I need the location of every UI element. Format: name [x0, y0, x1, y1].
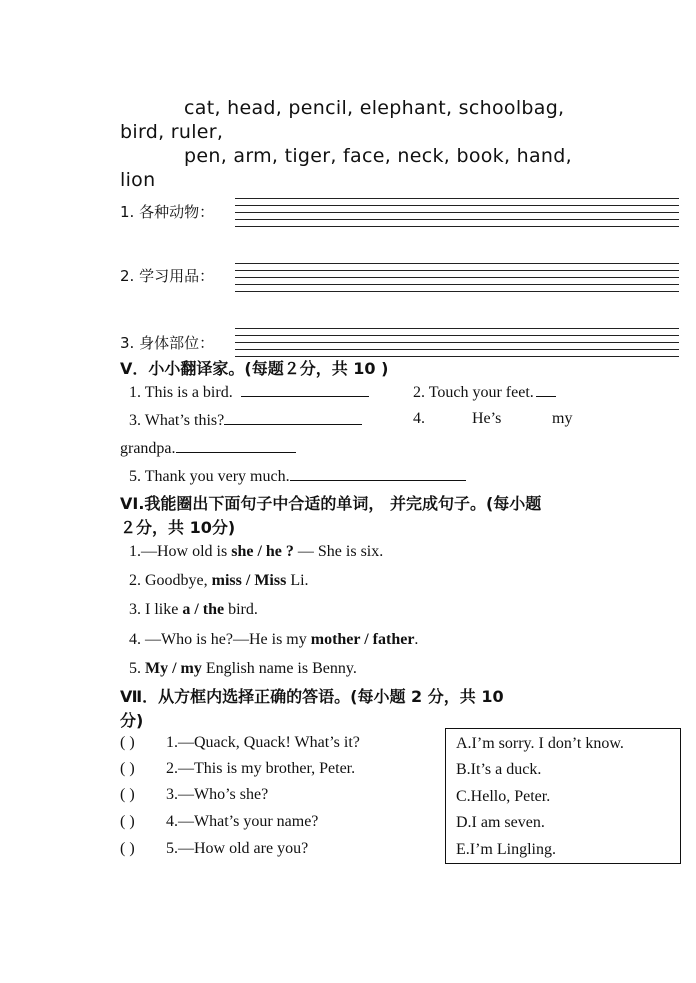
choose-word-item-2: 2. Goodbye, miss / Miss Li. [129, 572, 309, 589]
category-school-things-answer-lines [235, 263, 679, 293]
word-choice[interactable]: miss / Miss [211, 572, 287, 589]
translation-item-4-number: 4. [413, 410, 425, 427]
answer-paren-4[interactable]: ( ) [120, 813, 135, 830]
section-7-title-line-1: Ⅶ．从方框内选择正确的答语。(每小题 2 分，共 10 [120, 687, 504, 706]
answer-option-d: D.I am seven. [456, 814, 545, 831]
match-question-5: 5.—How old are you? [166, 840, 309, 857]
word-choice[interactable]: a / the [182, 601, 225, 618]
answer-option-e: E.I’m Lingling. [456, 841, 556, 858]
choose-word-item-3: 3. I like a / the bird. [129, 601, 258, 618]
category-animals-label: 1. 各种动物： [120, 203, 215, 221]
word-bank-line-3: pen, arm, tiger, face, neck, book, hand, [184, 145, 572, 167]
answer-paren-1[interactable]: ( ) [120, 734, 135, 751]
word-choice[interactable]: mother / father [310, 631, 415, 648]
answer-blank[interactable] [241, 382, 369, 397]
category-body-parts-label: 3. 身体部位： [120, 334, 215, 352]
choose-word-item-5: 5. My / my English name is Benny. [129, 660, 357, 677]
match-question-2: 2.—This is my brother, Peter. [166, 760, 356, 777]
category-school-things-label: 2. 学习用品： [120, 267, 215, 285]
translation-item-4-continued: grandpa. [120, 438, 296, 458]
answer-blank[interactable] [176, 438, 296, 453]
word-bank-line-1: cat, head, pencil, elephant, schoolbag, [184, 97, 565, 119]
category-body-parts-answer-lines [235, 328, 679, 358]
translation-item-4-word-2: my [552, 410, 573, 427]
translation-item-5: 5. Thank you very much. [129, 466, 466, 486]
match-question-4: 4.—What’s your name? [166, 813, 319, 830]
answer-paren-5[interactable]: ( ) [120, 840, 135, 857]
answer-paren-2[interactable]: ( ) [120, 760, 135, 777]
translation-item-4-word-1: He’s [472, 410, 502, 427]
choose-word-item-4: 4. —Who is he?—He is my mother / father. [129, 631, 419, 648]
answer-options-box [445, 728, 681, 864]
word-bank-line-2: bird, ruler, [120, 121, 224, 143]
translation-item-3: 3. What’s this? [129, 410, 362, 430]
answer-option-b: B.It’s a duck. [456, 761, 542, 778]
category-animals-answer-lines [235, 198, 679, 228]
translation-item-1: 1. This is a bird. [129, 382, 369, 402]
match-question-3: 3.—Who’s she? [166, 786, 269, 803]
section-5-title: V．小小翻译家。(每题２分，共 10 ) [120, 359, 389, 378]
answer-blank[interactable] [536, 382, 556, 397]
answer-blank[interactable] [290, 466, 466, 481]
choose-word-item-1: 1.—How old is she / he ? — She is six. [129, 543, 384, 560]
answer-option-c: C.Hello, Peter. [456, 788, 551, 805]
match-question-1: 1.—Quack, Quack! What’s it? [166, 734, 360, 751]
answer-paren-3[interactable]: ( ) [120, 786, 135, 803]
word-choice[interactable]: she / he ? [231, 543, 294, 560]
section-6-title-line-2: ２分，共 10分) [120, 518, 236, 537]
word-choice[interactable]: My / my [145, 660, 202, 677]
section-6-title-line-1: VI.我能圈出下面句子中合适的单词， 并完成句子。(每小题 [120, 494, 542, 513]
section-7-title-line-2: 分) [120, 711, 144, 730]
translation-item-2: 2. Touch your feet. [413, 382, 556, 402]
answer-option-a: A.I’m sorry. I don’t know. [456, 735, 624, 752]
word-bank-line-4: lion [120, 169, 156, 191]
answer-blank[interactable] [224, 410, 362, 425]
